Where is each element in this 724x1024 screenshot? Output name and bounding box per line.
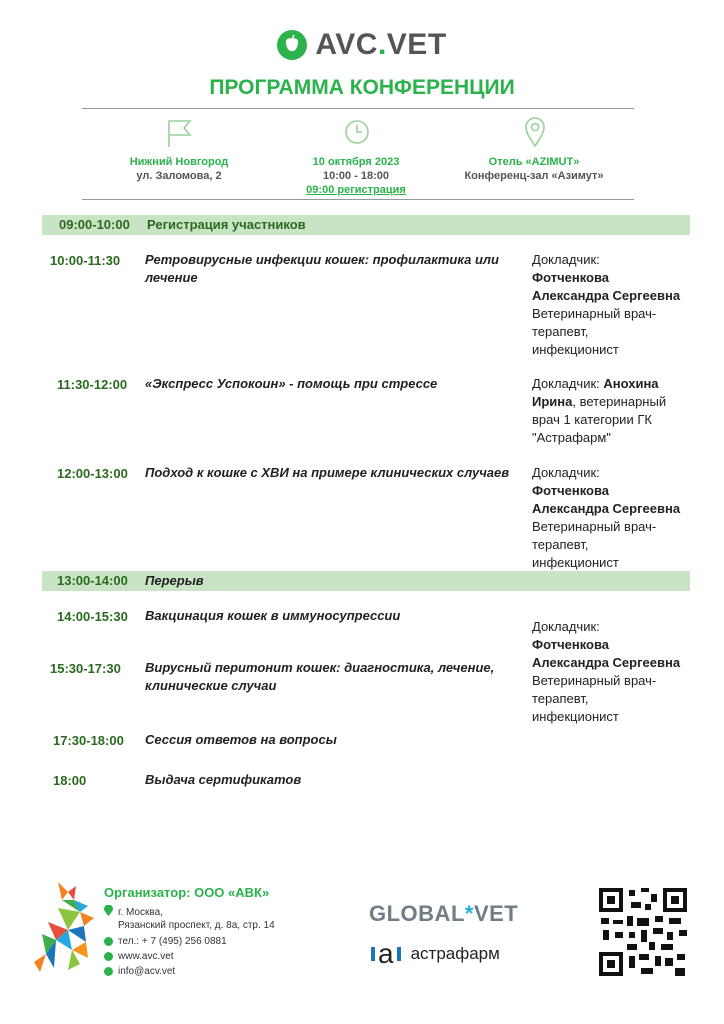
venue-address: ул. Заломова, 2: [136, 170, 222, 182]
event-date-block: [256, 156, 456, 196]
venue-city: Нижний Новгород: [129, 156, 229, 168]
speaker-anokhina: Докладчик: Анохина Ирина, ветеринарный врач 1 категории ГК "Астрафарм": [532, 376, 667, 445]
phone-icon: [104, 937, 113, 946]
registration-link[interactable]: 09:00 регистрация: [306, 184, 406, 196]
globalvet-logo: GLOBAL*VET: [369, 901, 519, 926]
speaker-fotchenkova: Докладчик: Фотченкова Александра Сергеевна Ветеринарный врач- терапевт, инфекционист: [532, 619, 681, 724]
event-date: 10 октября 2023: [312, 156, 400, 168]
session-title: Выдача сертификатов: [145, 772, 302, 787]
header-logo: [0, 28, 724, 65]
divider-top: [82, 108, 634, 109]
astrafarm-logo: а астрафарм: [371, 940, 500, 968]
location-pin-icon: [524, 117, 546, 152]
clock-icon: [343, 118, 371, 151]
qr-code: [597, 886, 689, 983]
brand-name: AVC.VET: [315, 28, 447, 61]
event-hours: 10:00 - 18:00: [322, 170, 390, 182]
session-time: 18:00: [53, 773, 87, 788]
session-title: Ретровирусные инфекции кошек: профилактика или лечение: [145, 252, 499, 285]
session-time: 12:00-13:00: [57, 466, 128, 481]
session-title: Подход к кошке с ХВИ на примере клинических случаев: [145, 465, 510, 480]
schedule-band-break: [42, 571, 690, 591]
organizer-street: Рязанский проспект, д. 8а, стр. 14: [118, 920, 275, 931]
hotel-name: Отель «AZIMUT»: [488, 156, 580, 168]
location-pin-icon: [104, 905, 113, 919]
band-label: Перерыв: [145, 573, 204, 588]
globe-icon: [104, 952, 113, 961]
session-title: Вирусный перитонит кошек: диагностика, лечение, клинические случаи: [145, 660, 495, 693]
band-time: 09:00-10:00: [59, 217, 130, 232]
session-time: 11:30-12:00: [57, 377, 128, 392]
organizer-site[interactable]: www.avc.vet: [104, 951, 174, 962]
horse-logo-icon: [28, 878, 100, 981]
page-title: ПРОГРАММА КОНФЕРЕНЦИИ: [209, 76, 515, 99]
flag-icon: [166, 118, 194, 153]
organizer-email[interactable]: info@acv.vet: [104, 966, 175, 977]
hotel-block: [434, 156, 634, 182]
session-time: 10:00-11:30: [50, 253, 121, 268]
speaker-fotchenkova: Докладчик: Фотченкова Александра Сергеевна Ветеринарный врач- терапевт, инфекционист: [532, 465, 681, 570]
session-title: «Экспресс Успокоин» - помощь при стрессе: [145, 376, 438, 391]
session-title: Сессия ответов на вопросы: [145, 732, 337, 747]
band-label: Регистрация участников: [147, 217, 306, 232]
session-time: 17:30-18:00: [53, 733, 124, 748]
divider-bottom: [82, 199, 634, 200]
speaker-fotchenkova: Докладчик: Фотченкова Александра Сергеевна Ветеринарный врач- терапевт, инфекционист: [532, 252, 681, 357]
venue-city-block: [79, 156, 279, 182]
mail-icon: [104, 967, 113, 976]
hall-name: Конференц-зал «Азимут»: [464, 170, 604, 182]
session-title: Вакцинация кошек в иммуносупрессии: [145, 608, 401, 623]
apple-icon: [277, 30, 307, 60]
organizer-phone: тел.: + 7 (495) 256 0881: [104, 936, 227, 947]
organizer-city: г. Москва,: [104, 905, 163, 919]
band-time: 13:00-14:00: [57, 573, 128, 588]
schedule-band-registration: [42, 215, 690, 235]
session-time: 15:30-17:30: [50, 661, 121, 676]
organizer-title: Организатор: ООО «АВК»: [104, 885, 270, 900]
session-time: 14:00-15:30: [57, 609, 128, 624]
